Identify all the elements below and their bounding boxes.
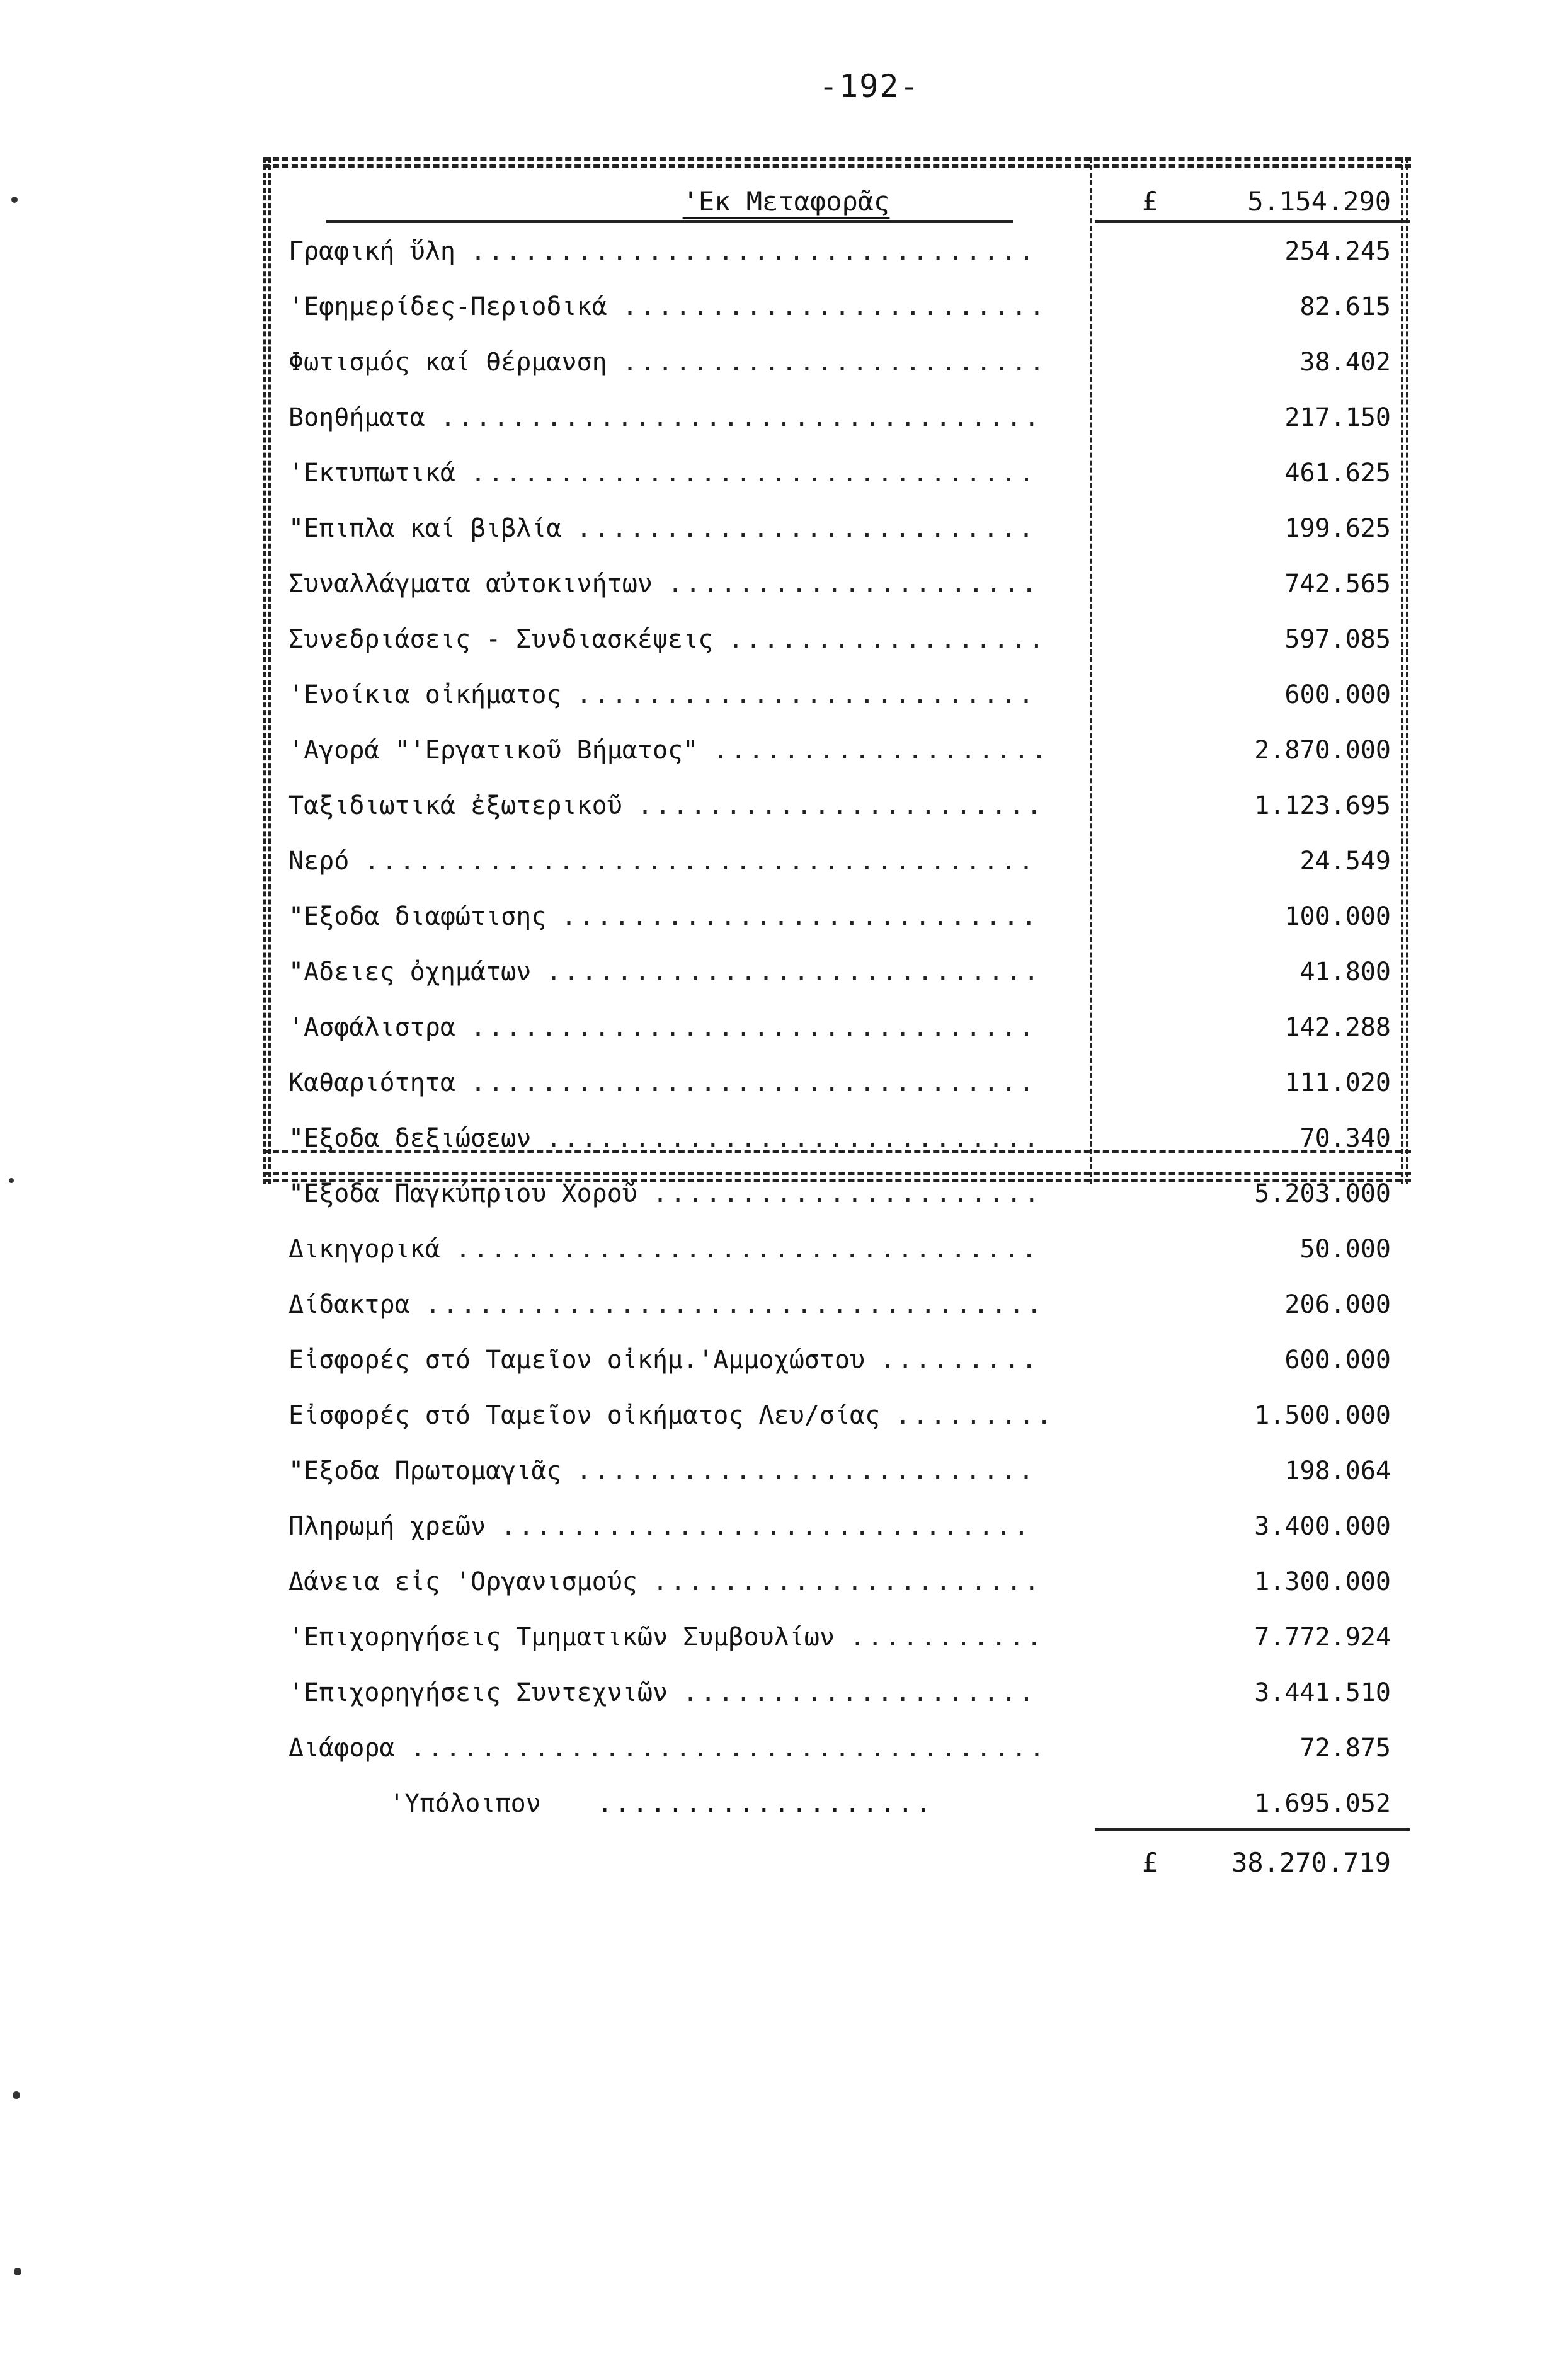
row-label: "Εξοδα Πρωτομαγιᾶς: [288, 1456, 562, 1485]
row-amount: 600.000: [1284, 1346, 1391, 1375]
row-leaders: ..........................: [576, 1456, 1037, 1485]
row-leaders: ...........: [850, 1623, 1044, 1652]
total-rule: [1095, 1828, 1410, 1831]
row-leaders: .................................: [455, 1235, 1039, 1264]
row-label: Φωτισμός καί θέρμανση: [288, 348, 607, 377]
amount-header-rule: [1095, 220, 1410, 223]
row-label: 'Ενοίκια οἰκήματος: [288, 680, 562, 709]
ledger-row: [288, 614, 1397, 669]
row-leaders: ..................: [728, 625, 1047, 654]
row-label: Γραφική ὕλη: [288, 237, 455, 266]
scan-speck: [11, 197, 18, 203]
row-amount: 461.625: [1284, 459, 1391, 488]
row-leaders: ....................................: [410, 1734, 1047, 1763]
row-leaders: ................................: [471, 459, 1037, 488]
bottom-double-rule: [263, 1172, 1411, 1182]
row-leaders: ..........................: [576, 514, 1037, 543]
ledger-row: [288, 946, 1397, 1002]
ledger-row: [288, 724, 1397, 780]
row-leaders: ...................: [713, 736, 1049, 765]
row-leaders: ...........................: [561, 902, 1039, 931]
ledger-row: [288, 669, 1397, 724]
left-border-inner: [268, 157, 271, 1184]
row-amount: 70.340: [1299, 1124, 1391, 1153]
row-leaders: ....................: [683, 1678, 1037, 1707]
ledger-row: [288, 1113, 1397, 1168]
ledger-row: [288, 226, 1397, 281]
ledger-row: [288, 1279, 1397, 1334]
top-double-rule: [263, 157, 1411, 168]
scan-speck: [14, 2268, 21, 2275]
row-amount: 199.625: [1284, 514, 1391, 543]
row-leaders: ......................: [653, 1567, 1042, 1596]
row-label: 'Εφημερίδες-Περιοδικά: [288, 292, 607, 321]
ledger-row: [288, 1057, 1397, 1113]
row-leaders: ........................: [622, 292, 1047, 321]
scan-speck: [13, 2091, 20, 2099]
row-leaders: .........: [895, 1401, 1054, 1430]
row-label: Δικηγορικά: [288, 1235, 440, 1264]
row-label: Δάνεια εἰς 'Οργανισμούς: [288, 1567, 637, 1596]
row-amount: 41.800: [1299, 958, 1391, 987]
row-amount: 1.300.000: [1254, 1567, 1391, 1596]
ledger-row: [288, 891, 1397, 946]
row-label: 'Ασφάλιστρα: [288, 1013, 455, 1042]
ledger-row: [288, 1501, 1397, 1556]
ledger-row: [288, 780, 1397, 835]
ledger-row: [288, 336, 1397, 392]
row-amount: 206.000: [1284, 1290, 1391, 1319]
total-amount: 38.270.719: [1231, 1847, 1391, 1878]
ledger-row: [288, 1334, 1397, 1390]
row-label: Καθαριότητα: [288, 1068, 455, 1097]
row-label: 'Αγορά "'Εργατικοῦ Βήματος": [288, 736, 699, 765]
row-amount: 7.772.924: [1254, 1623, 1391, 1652]
row-label: Βοηθήματα: [288, 403, 425, 432]
row-amount: 600.000: [1284, 680, 1391, 709]
row-label: Πληρωμή χρεῶν: [288, 1512, 486, 1541]
row-amount: 38.402: [1299, 348, 1391, 377]
row-label: Νερό: [288, 847, 350, 876]
row-leaders: ..............................: [501, 1512, 1032, 1541]
row-amount: 1.500.000: [1254, 1401, 1391, 1430]
balance-label: 'Υπόλοιπον: [389, 1789, 541, 1818]
row-leaders: .......................: [637, 791, 1044, 820]
ledger-row: [288, 503, 1397, 558]
row-amount: 1.123.695: [1254, 791, 1391, 820]
total-row: [1129, 1836, 1397, 1891]
page-number: -192-: [819, 68, 920, 105]
row-amount: 3.400.000: [1254, 1512, 1391, 1541]
ledger-row: [288, 392, 1397, 447]
row-label: Συναλλάγματα αὐτοκινήτων: [288, 569, 653, 598]
row-label: "Εξοδα Παγκύπριου Χοροῦ: [288, 1179, 637, 1208]
row-amount: 82.615: [1299, 292, 1391, 321]
row-leaders: ................................: [471, 1068, 1037, 1097]
row-amount: 24.549: [1299, 847, 1391, 876]
row-leaders: ........................: [622, 348, 1047, 377]
ledger-row: [288, 281, 1397, 336]
row-label: 'Επιχορηγήσεις Συντεχνιῶν: [288, 1678, 668, 1707]
right-border: [1401, 157, 1403, 1184]
row-leaders: ............................: [546, 958, 1042, 987]
row-label: 'Εκτυπωτικά: [288, 459, 455, 488]
row-label: "Εξοδα δεξιώσεων: [288, 1124, 532, 1153]
heading-underline: [326, 220, 1013, 223]
ledger-row: [288, 1611, 1397, 1667]
ledger-row: [288, 1223, 1397, 1279]
balance-amount: 1.695.052: [1254, 1789, 1391, 1818]
row-leaders: ......................................: [364, 847, 1037, 876]
row-label: Εἰσφορές στό Ταμεῖον οἰκήματος Λευ/σίας: [288, 1401, 881, 1430]
row-leaders: ......................: [653, 1179, 1042, 1208]
heading-currency: £: [1142, 186, 1158, 217]
ledger-row: [288, 835, 1397, 891]
row-amount: 597.085: [1284, 625, 1391, 654]
row-label: Δίδακτρα: [288, 1290, 410, 1319]
row-label: Διάφορα: [288, 1734, 395, 1763]
row-amount: 2.870.000: [1254, 736, 1391, 765]
row-label: Ταξιδιωτικά ἐξωτερικοῦ: [288, 791, 622, 820]
row-label: Εἰσφορές στό Ταμεῖον οἰκήμ.'Αμμοχώστου: [288, 1346, 865, 1375]
row-leaders: ................................: [471, 237, 1037, 266]
row-amount: 100.000: [1284, 902, 1391, 931]
left-border: [263, 157, 266, 1184]
bottom-rule-upper: [263, 1150, 1411, 1153]
balance-leaders: ...................: [597, 1789, 934, 1818]
row-label: Συνεδριάσεις - Συνδιασκέψεις: [288, 625, 714, 654]
row-label: "Επιπλα καί βιβλία: [288, 514, 562, 543]
row-amount: 111.020: [1284, 1068, 1391, 1097]
ledger-row: [288, 447, 1397, 503]
ledger-row: [288, 1002, 1397, 1057]
row-amount: 72.875: [1299, 1734, 1391, 1763]
row-label: "Αδειες ὀχημάτων: [288, 958, 532, 987]
row-amount: 742.565: [1284, 569, 1391, 598]
heading-label: 'Εκ Μεταφορᾶς: [682, 186, 890, 217]
row-leaders: .....................: [668, 569, 1039, 598]
row-leaders: ..................................: [440, 403, 1042, 432]
ledger-row: [288, 1390, 1397, 1445]
row-leaders: .........: [880, 1346, 1039, 1375]
ledger-row: [288, 1556, 1397, 1611]
row-amount: 3.441.510: [1254, 1678, 1391, 1707]
ledger-row: [288, 558, 1397, 614]
row-label: 'Επιχορηγήσεις Τμηματικῶν Συμβουλίων: [288, 1623, 835, 1652]
row-leaders: ...................................: [425, 1290, 1044, 1319]
ledger-table: [263, 157, 1411, 1878]
row-amount: 50.000: [1299, 1235, 1391, 1264]
row-amount: 217.150: [1284, 403, 1391, 432]
heading-value: 5.154.290: [1247, 186, 1391, 217]
row-leaders: ................................: [471, 1013, 1037, 1042]
ledger-row: [288, 1445, 1397, 1501]
row-leaders: ............................: [546, 1124, 1042, 1153]
scan-speck: [9, 1178, 14, 1183]
right-border-inner: [1406, 157, 1408, 1184]
row-amount: 254.245: [1284, 237, 1391, 266]
balance-row: [389, 1778, 1397, 1833]
row-amount: 5.203.000: [1254, 1179, 1391, 1208]
ledger-row: [288, 1722, 1397, 1778]
ledger-row: [288, 1667, 1397, 1722]
row-label: "Εξοδα διαφώτισης: [288, 902, 547, 931]
row-amount: 198.064: [1284, 1456, 1391, 1485]
row-leaders: ..........................: [576, 680, 1037, 709]
row-amount: 142.288: [1284, 1013, 1391, 1042]
total-currency: £: [1142, 1847, 1158, 1878]
